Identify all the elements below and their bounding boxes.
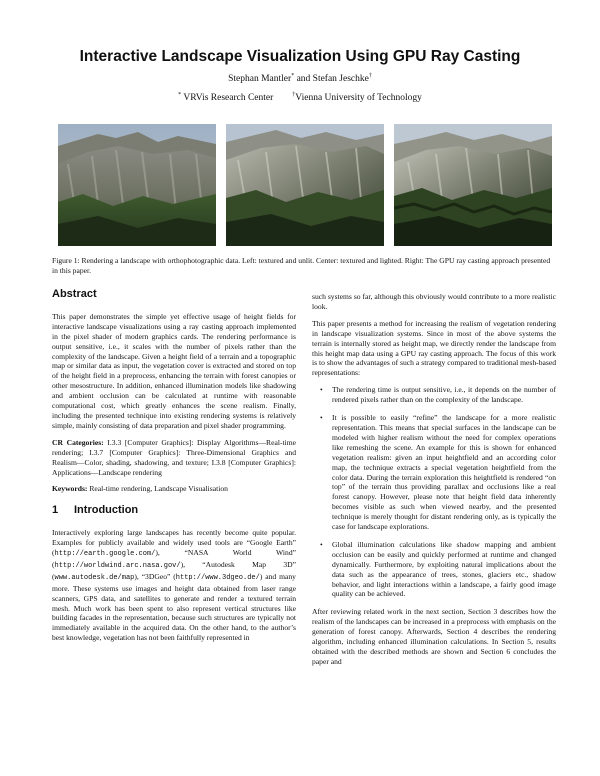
left-column xyxy=(52,290,296,650)
cr-label: CR Categories: xyxy=(52,437,104,447)
affiliation-mark: * xyxy=(178,91,182,98)
abstract-text: This paper demonstrates the simple yet effective usage of height fields for interactive landscape visualizations using a ray casting approach implemented in the pixel shader of modern graphics cards. The rendering performance is output sensitive, i.e., it scales with the number of pixels rather than the complexity of the landscape. Given a height field of a terrain and a topographic map or similar data as input, the vegetation cover is extracted and stored on top of the height field in a preprocess, enhancing the terrain with forest canopies or other mesostructure. In addition, enhanced illumination models like shadowing and ambient occlusion can be calculated at runtime with reasonable computational cost, which greatly enhances the scene realism. Finally, including the presented technique into existing rendering systems is relatively simple, mainly consisting of data preparation and pixel shader programming. xyxy=(52,311,296,430)
intro-text-segment: ), “3DGeo” ( xyxy=(134,571,176,581)
intro-text-segment: Interactively exploring large landscapes has recently become quite popular. Examples for publicly available and widely used tools are “Google Earth” ( xyxy=(52,528,296,558)
figure-1 xyxy=(58,124,552,246)
cr-text: I.3.3 [Computer Graphics]: Display Algorithms—Real-time rendering; I.3.7 [Computer Graphics]: Three-Dimensional Graphics and Realism—Color, shading, shadowing, and texture; I.3.8 [Computer Graphics]: Applications—Landscape rendering xyxy=(52,437,296,477)
affiliation: VRVis Research Center xyxy=(183,93,274,103)
author-name: Stephan Mantler xyxy=(228,74,292,84)
affiliation: Vienna University of Technology xyxy=(295,93,422,103)
affiliation-mark: † xyxy=(292,91,296,98)
landscape-render-raycast xyxy=(394,124,552,246)
paper-title: Interactive Landscape Visualization Using GPU Ray Casting xyxy=(79,48,521,65)
url-link[interactable]: www.autodesk.de/map xyxy=(54,573,135,582)
intro-text-segment: ), “NASA World Wind” ( xyxy=(52,548,296,569)
keywords-text: Real-time rendering, Landscape Visualisation xyxy=(89,484,228,494)
keywords xyxy=(52,484,296,494)
author-conjunction: and xyxy=(294,74,313,84)
abstract-heading: Abstract xyxy=(52,288,97,300)
author-mark: † xyxy=(368,72,372,79)
list-item: • The rendering time is output sensitive, i.e., it depends on the number of rendered pixels rather than on the complexity of the landscape. xyxy=(332,385,556,405)
author-name: Stefan Jeschke xyxy=(312,74,369,84)
right-column xyxy=(312,292,556,674)
section-number: 1 xyxy=(52,504,59,517)
keywords-label: Keywords: xyxy=(52,484,88,494)
url-link[interactable]: http://www.3dgeo.de/ xyxy=(175,573,260,582)
paragraph: This paper presents a method for increasing the realism of vegetation rendering in landscape visualization systems. Since in most of the above systems the terrain is internally stored as height map, we directly render the landscape from this height map data using a GPU ray casting approach. The focus of this work is to show the advantages of such a strategy compared to traditional mesh-based representations: xyxy=(312,318,556,378)
advantage-list xyxy=(312,385,556,599)
author-line xyxy=(0,74,600,84)
cr-categories xyxy=(52,438,296,478)
intro-text-segment: ) and many more. These systems use images and height data obtained from laser range scanners, GPS data, and satellites to generate and render a textured terrain mesh. Much work has been spent to also represent vertical structures like building facades in the representation, because such structures are typically not immediately available in the acquired data. On the other hand, to the author’s best knowledge, vegetation has not been faithfully represented in xyxy=(52,571,296,643)
figure-caption: Figure 1: Rendering a landscape with orthophotographic data. Left: textured and unlit. Center: textured and lighted. Right: The GPU ray casting approach presented in this paper. xyxy=(52,256,551,275)
author-mark: * xyxy=(291,72,295,79)
affiliation-line xyxy=(0,93,600,103)
section-heading xyxy=(52,506,296,516)
list-item: • It is possible to easily “refine” the landscape for a more realistic representation. This means that special surfaces in the landscape can be modeled with higher realism without the need for complex operations like remeshing the scene. An example for this is shown for enhanced vegetation realism: given an input heightfield and an according color map, the technique extracts a special vegetation heightfield from the color data. During the terrain exploration this heightfield is rendered “on top” of the terrain thus providing parallax and occlusions like a real forest canopy. However, please note that height field data inherently becomes visible as such when viewed nearby, and the presented technique is merely thought for distant rendering only, as is typically the case for landscape explorations. xyxy=(332,413,556,532)
landscape-render-unlit xyxy=(58,124,216,246)
paragraph: After reviewing related work in the next section, Section 3 describes how the realism of the landscapes can be increased in a preprocess with emphasis on the generation of forest canopy. Afterwards, Section 4 describes the rendering algorithm, including enhanced illumination calculations. In Section 5, results obtained with the described methods are shown and Section 6 concludes the paper and xyxy=(312,607,556,666)
paragraph: such systems so far, although this obviously would contribute to a more realistic look. xyxy=(312,292,556,311)
url-link[interactable]: http://worldwind.arc.nasa.gov/ xyxy=(54,561,181,570)
section-title: Introduction xyxy=(74,504,139,517)
list-item: • Global illumination calculations like shadow mapping and ambient occlusion can be easily and quickly performed at runtime and changed dynamically. Furthermore, by exploiting natural implications about the data such as the appearance of trees, stones, glaciers etc., shadow behavior, and light interactions within a landscape, a fairly good image quality can be achieved. xyxy=(332,540,556,599)
landscape-render-lit xyxy=(226,124,384,246)
intro-text xyxy=(52,528,296,643)
intro-text-segment: ), “Autodesk Map 3D” ( xyxy=(52,559,296,581)
url-link[interactable]: http://earth.google.com/ xyxy=(54,550,156,559)
